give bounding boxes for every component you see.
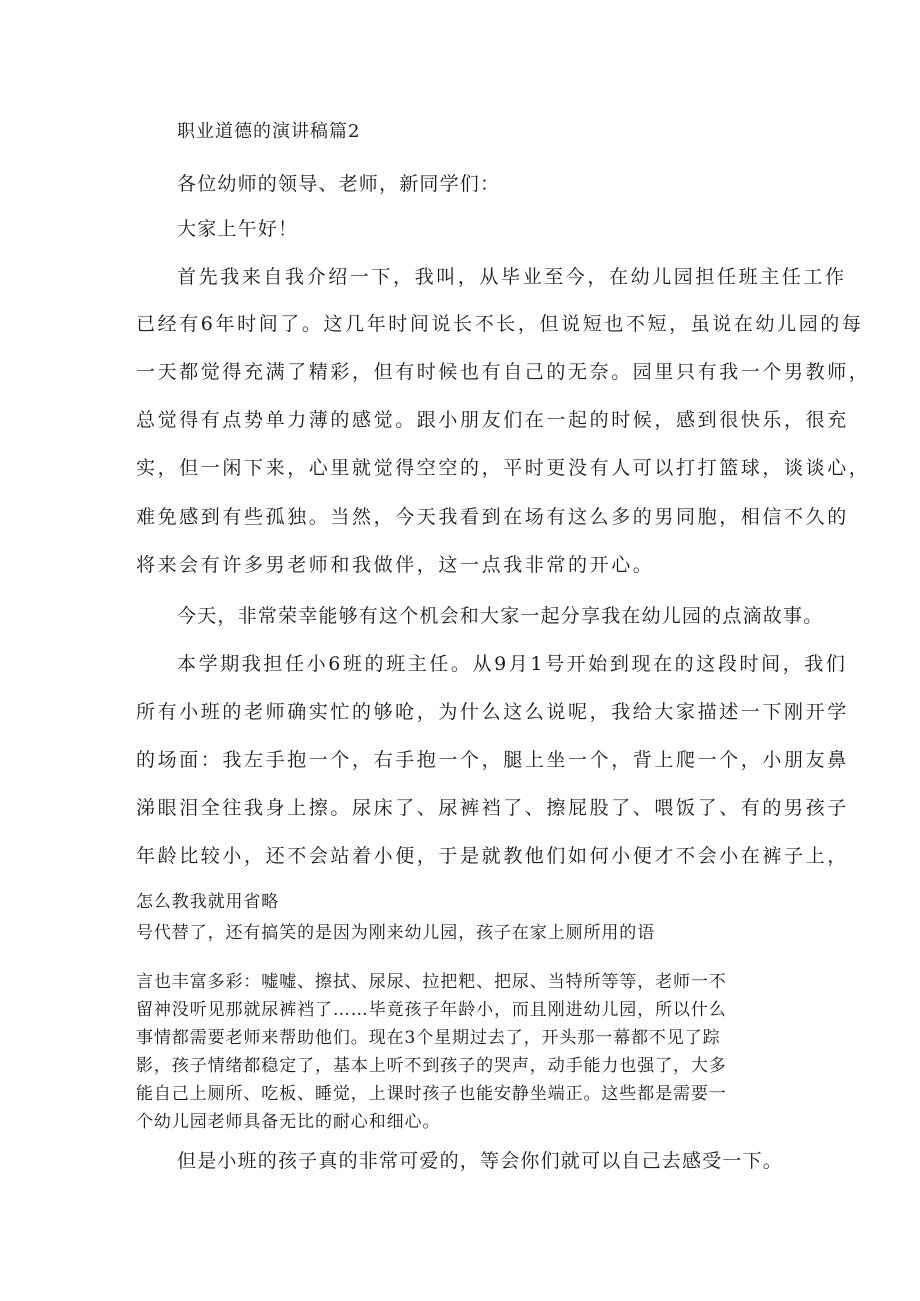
body-line: 年龄比较小，还不会站着小便，于是就教他们如何小便才不会小在裤子上， bbox=[136, 845, 849, 867]
greeting-line: 大家上午好！ bbox=[177, 218, 299, 240]
body-line: 留神没听见那就尿裤裆了……毕竟孩子年龄小，而且刚进幼儿园，所以什么 bbox=[136, 1000, 727, 1020]
body-line: 将来会有许多男老师和我做伴，这一点我非常的开心。 bbox=[136, 554, 655, 576]
closing-line: 但是小班的孩子真的非常可爱的，等会你们就可以自己去感受一下。 bbox=[177, 1150, 784, 1172]
body-line: 今天，非常荣幸能够有这个机会和大家一起分享我在幼儿园的点滴故事。 bbox=[177, 605, 824, 627]
body-line: 总觉得有点势单力薄的感觉。跟小朋友们在一起的时候，感到很快乐，很充 bbox=[136, 409, 849, 431]
body-line: 本学期我担任小6班的班主任。从9月1号开始到现在的这段时间，我们 bbox=[177, 653, 848, 675]
body-line: 言也丰富多彩：嘘嘘、擦拭、尿尿、拉把粑、把尿、当特所等等，老师一不 bbox=[136, 972, 727, 992]
body-line: 的场面：我左手抱一个，右手抱一个，腿上坐一个，背上爬一个，小朋友鼻 bbox=[136, 749, 849, 771]
body-line: 难免感到有些孤独。当然，今天我看到在场有这么多的男同胞，相信不久的 bbox=[136, 506, 849, 528]
body-line: 已经有6年时间了。这几年时间说长不长，但说短也不短，虽说在幼儿园的每 bbox=[136, 313, 864, 335]
salutation-line: 各位幼师的领导、老师，新同学们： bbox=[177, 173, 501, 195]
body-line: 一天都觉得充满了精彩，但有时候也有自己的无奈。园里只有我一个男教师， bbox=[136, 361, 871, 383]
body-line: 事情都需要老师来帮助他们。现在3个星期过去了，开头那一幕都不见了踪 bbox=[136, 1028, 721, 1048]
body-line: 实，但一闲下来，心里就觉得空空的，平时更没有人可以打打篮球，谈谈心， bbox=[136, 457, 871, 479]
body-line: 所有小班的老师确实忙的够呛，为什么这么说呢，我给大家描述一下刚开学 bbox=[136, 701, 849, 723]
body-line: 涕眼泪全往我身上擦。尿床了、尿裤裆了、擦屁股了、喂饭了、有的男孩子 bbox=[136, 797, 849, 819]
body-line: 怎么教我就用省略 bbox=[136, 892, 280, 912]
body-line: 能自己上厕所、吃板、睡觉，上课时孩子也能安静坐端正。这些都是需要一 bbox=[136, 1084, 727, 1104]
body-line: 首先我来自我介绍一下，我叫，从毕业至今，在幼儿园担任班主任工作 bbox=[177, 266, 847, 288]
body-line: 个幼儿园老师具备无比的耐心和细心。 bbox=[136, 1112, 441, 1132]
body-line: 影，孩子情绪都稳定了，基本上听不到孩子的哭声，动手能力也强了，大多 bbox=[136, 1056, 727, 1076]
body-line: 号代替了，还有搞笑的是因为刚来幼儿园，孩子在家上厕所用的语 bbox=[136, 923, 656, 943]
document-title: 职业道德的演讲稿篇2 bbox=[177, 121, 361, 142]
